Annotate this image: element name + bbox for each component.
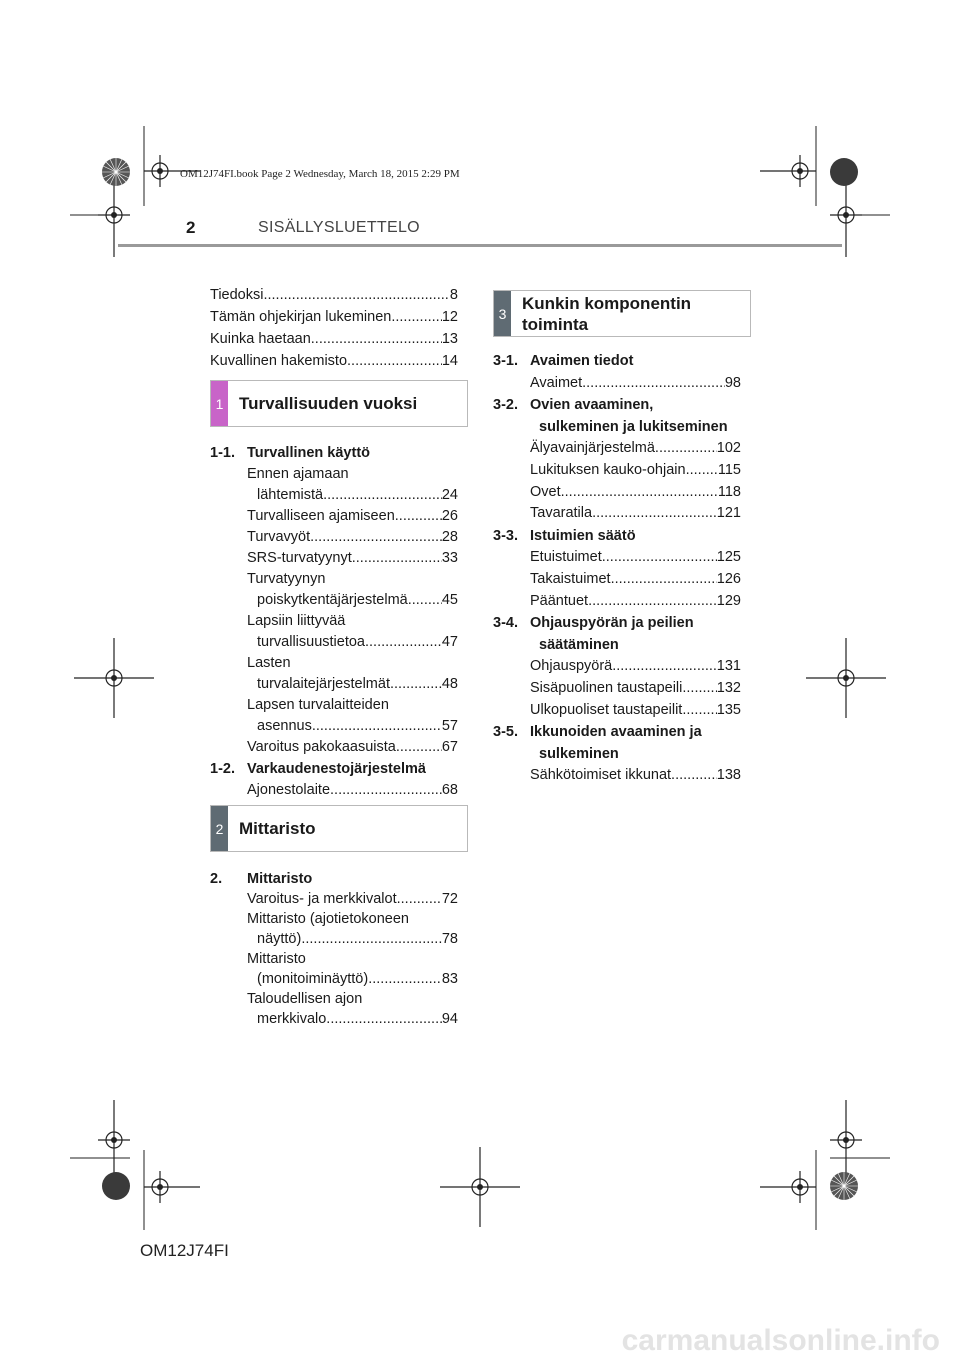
section-3-list	[493, 350, 741, 787]
toc-entry[interactable]: Ovet ..... 118	[493, 482, 741, 504]
section-1-banner[interactable]	[210, 380, 468, 427]
toc-entry[interactable]: Varoitus pakokaasuista ..... 67	[210, 737, 458, 758]
section-2-list	[210, 868, 458, 1029]
toc-entry[interactable]: Pääntuet ..... 129	[493, 591, 741, 613]
starburst-bottom-right	[830, 1172, 858, 1200]
footer-code: OM12J74FI	[140, 1241, 229, 1260]
group-heading: 3-3. Istuimien säätö	[493, 527, 636, 544]
page-number: 2	[186, 218, 196, 237]
toc-entry[interactable]: Turvavyöt ..... 28	[210, 527, 458, 548]
dark-disk-top-right	[830, 158, 858, 186]
toc-entry[interactable]: Ajonestolaite ..... 68	[210, 780, 458, 801]
toc-entry[interactable]: Tämän ohjekirjan lukeminen ..... 12	[210, 306, 458, 328]
section-3-banner[interactable]	[493, 290, 751, 337]
toc-entry[interactable]: Lapsen turvalaitteiden asennus ..... 57	[210, 695, 458, 737]
toc-entry[interactable]: Lapsiin liittyvää turvallisuustietoa ..... 47	[210, 611, 458, 653]
group-heading: 1-1. Turvallinen käyttö	[210, 445, 371, 461]
toc-entry[interactable]: Kuinka haetaan ..... 13	[210, 328, 458, 350]
crosshair-top-right	[760, 155, 816, 187]
section-3-title: Kunkin komponentin toiminta	[522, 293, 692, 334]
toc-entry[interactable]: Mittaristo (monitoiminäyttö) ..... 83	[210, 949, 458, 989]
toc-entry[interactable]: Lukituksen kauko-ohjain ..... 115	[493, 460, 741, 482]
section-2-title: Mittaristo	[239, 819, 316, 838]
crosshair-bottom-right	[760, 1171, 816, 1203]
toc-entry[interactable]: Takaistuimet ..... 126	[493, 569, 741, 591]
group-heading: 3-1. Avaimen tiedot	[493, 353, 634, 369]
toc-entry[interactable]: Mittaristo (ajotietokoneen näyttö) ..... 78	[210, 909, 458, 949]
starburst-top-left	[102, 158, 130, 186]
group-heading: 3-4. Ohjauspyörän ja peilien säätäminen	[493, 615, 694, 653]
watermark-text: carmanualsonline.info	[621, 1324, 940, 1357]
group-heading: 3-2. Ovien avaaminen, sulkeminen ja lukitseminen	[493, 397, 728, 435]
toc-entry[interactable]: Sähkötoimiset ikkunat ..... 138	[493, 765, 741, 787]
toc-entry[interactable]: Tavaratila ..... 121	[493, 503, 741, 525]
toc-entry[interactable]: Tiedoksi ..... 8	[210, 284, 458, 306]
page-title: SISÄLLYSLUETTELO	[258, 219, 420, 236]
toc-left-column	[210, 284, 458, 372]
toc-entry[interactable]: Ulkopuoliset taustapeilit ..... 135	[493, 700, 741, 722]
toc-entry[interactable]: Älyavainjärjestelmä ..... 102	[493, 438, 741, 460]
group-heading: 2. Mittaristo	[210, 871, 313, 887]
section-2-banner[interactable]	[210, 805, 468, 852]
toc-entry[interactable]: Sisäpuolinen taustapeili ..... 132	[493, 678, 741, 700]
group-heading: 3-5. Ikkunoiden avaaminen ja sulkeminen	[493, 724, 702, 762]
group-heading: 1-2. Varkaudenestojärjestelmä	[210, 761, 426, 777]
toc-entry[interactable]: Kuvallinen hakemisto ..... 14	[210, 350, 458, 372]
section-1-tab: 1	[211, 381, 228, 426]
watermark	[0, 1318, 960, 1358]
toc-entry[interactable]: Taloudellisen ajon merkkivalo ..... 94	[210, 989, 458, 1029]
toc-entry[interactable]: Ennen ajamaan lähtemistä ..... 24	[210, 464, 458, 506]
toc-entry[interactable]: SRS-turvatyynyt ..... 33	[210, 548, 458, 569]
section-2-tab: 2	[211, 806, 228, 851]
toc-entry[interactable]: Turvalliseen ajamiseen ..... 26	[210, 506, 458, 527]
crosshair-bottom-left	[144, 1171, 200, 1203]
toc-entry[interactable]: Turvatyynyn poiskytkentäjärjestelmä ..... 45	[210, 569, 458, 611]
section-1-title: Turvallisuuden vuoksi	[239, 394, 418, 413]
toc-entry[interactable]: Avaimet ..... 98	[493, 373, 741, 395]
dark-disk-bottom-left	[102, 1172, 130, 1200]
section-3-tab: 3	[494, 291, 511, 336]
toc-entry[interactable]: Varoitus- ja merkkivalot ..... 72	[210, 889, 458, 909]
toc-entry[interactable]: Etuistuimet ..... 125	[493, 547, 741, 569]
header-rule	[118, 244, 842, 247]
toc-entry[interactable]: Ohjauspyörä ..... 131	[493, 656, 741, 678]
book-info: OM12J74FI.book Page 2 Wednesday, March 18, 2015 2:29 PM	[180, 168, 460, 180]
toc-entry[interactable]: Lasten turvalaitejärjestelmät ..... 48	[210, 653, 458, 695]
section-1-list	[210, 442, 458, 801]
